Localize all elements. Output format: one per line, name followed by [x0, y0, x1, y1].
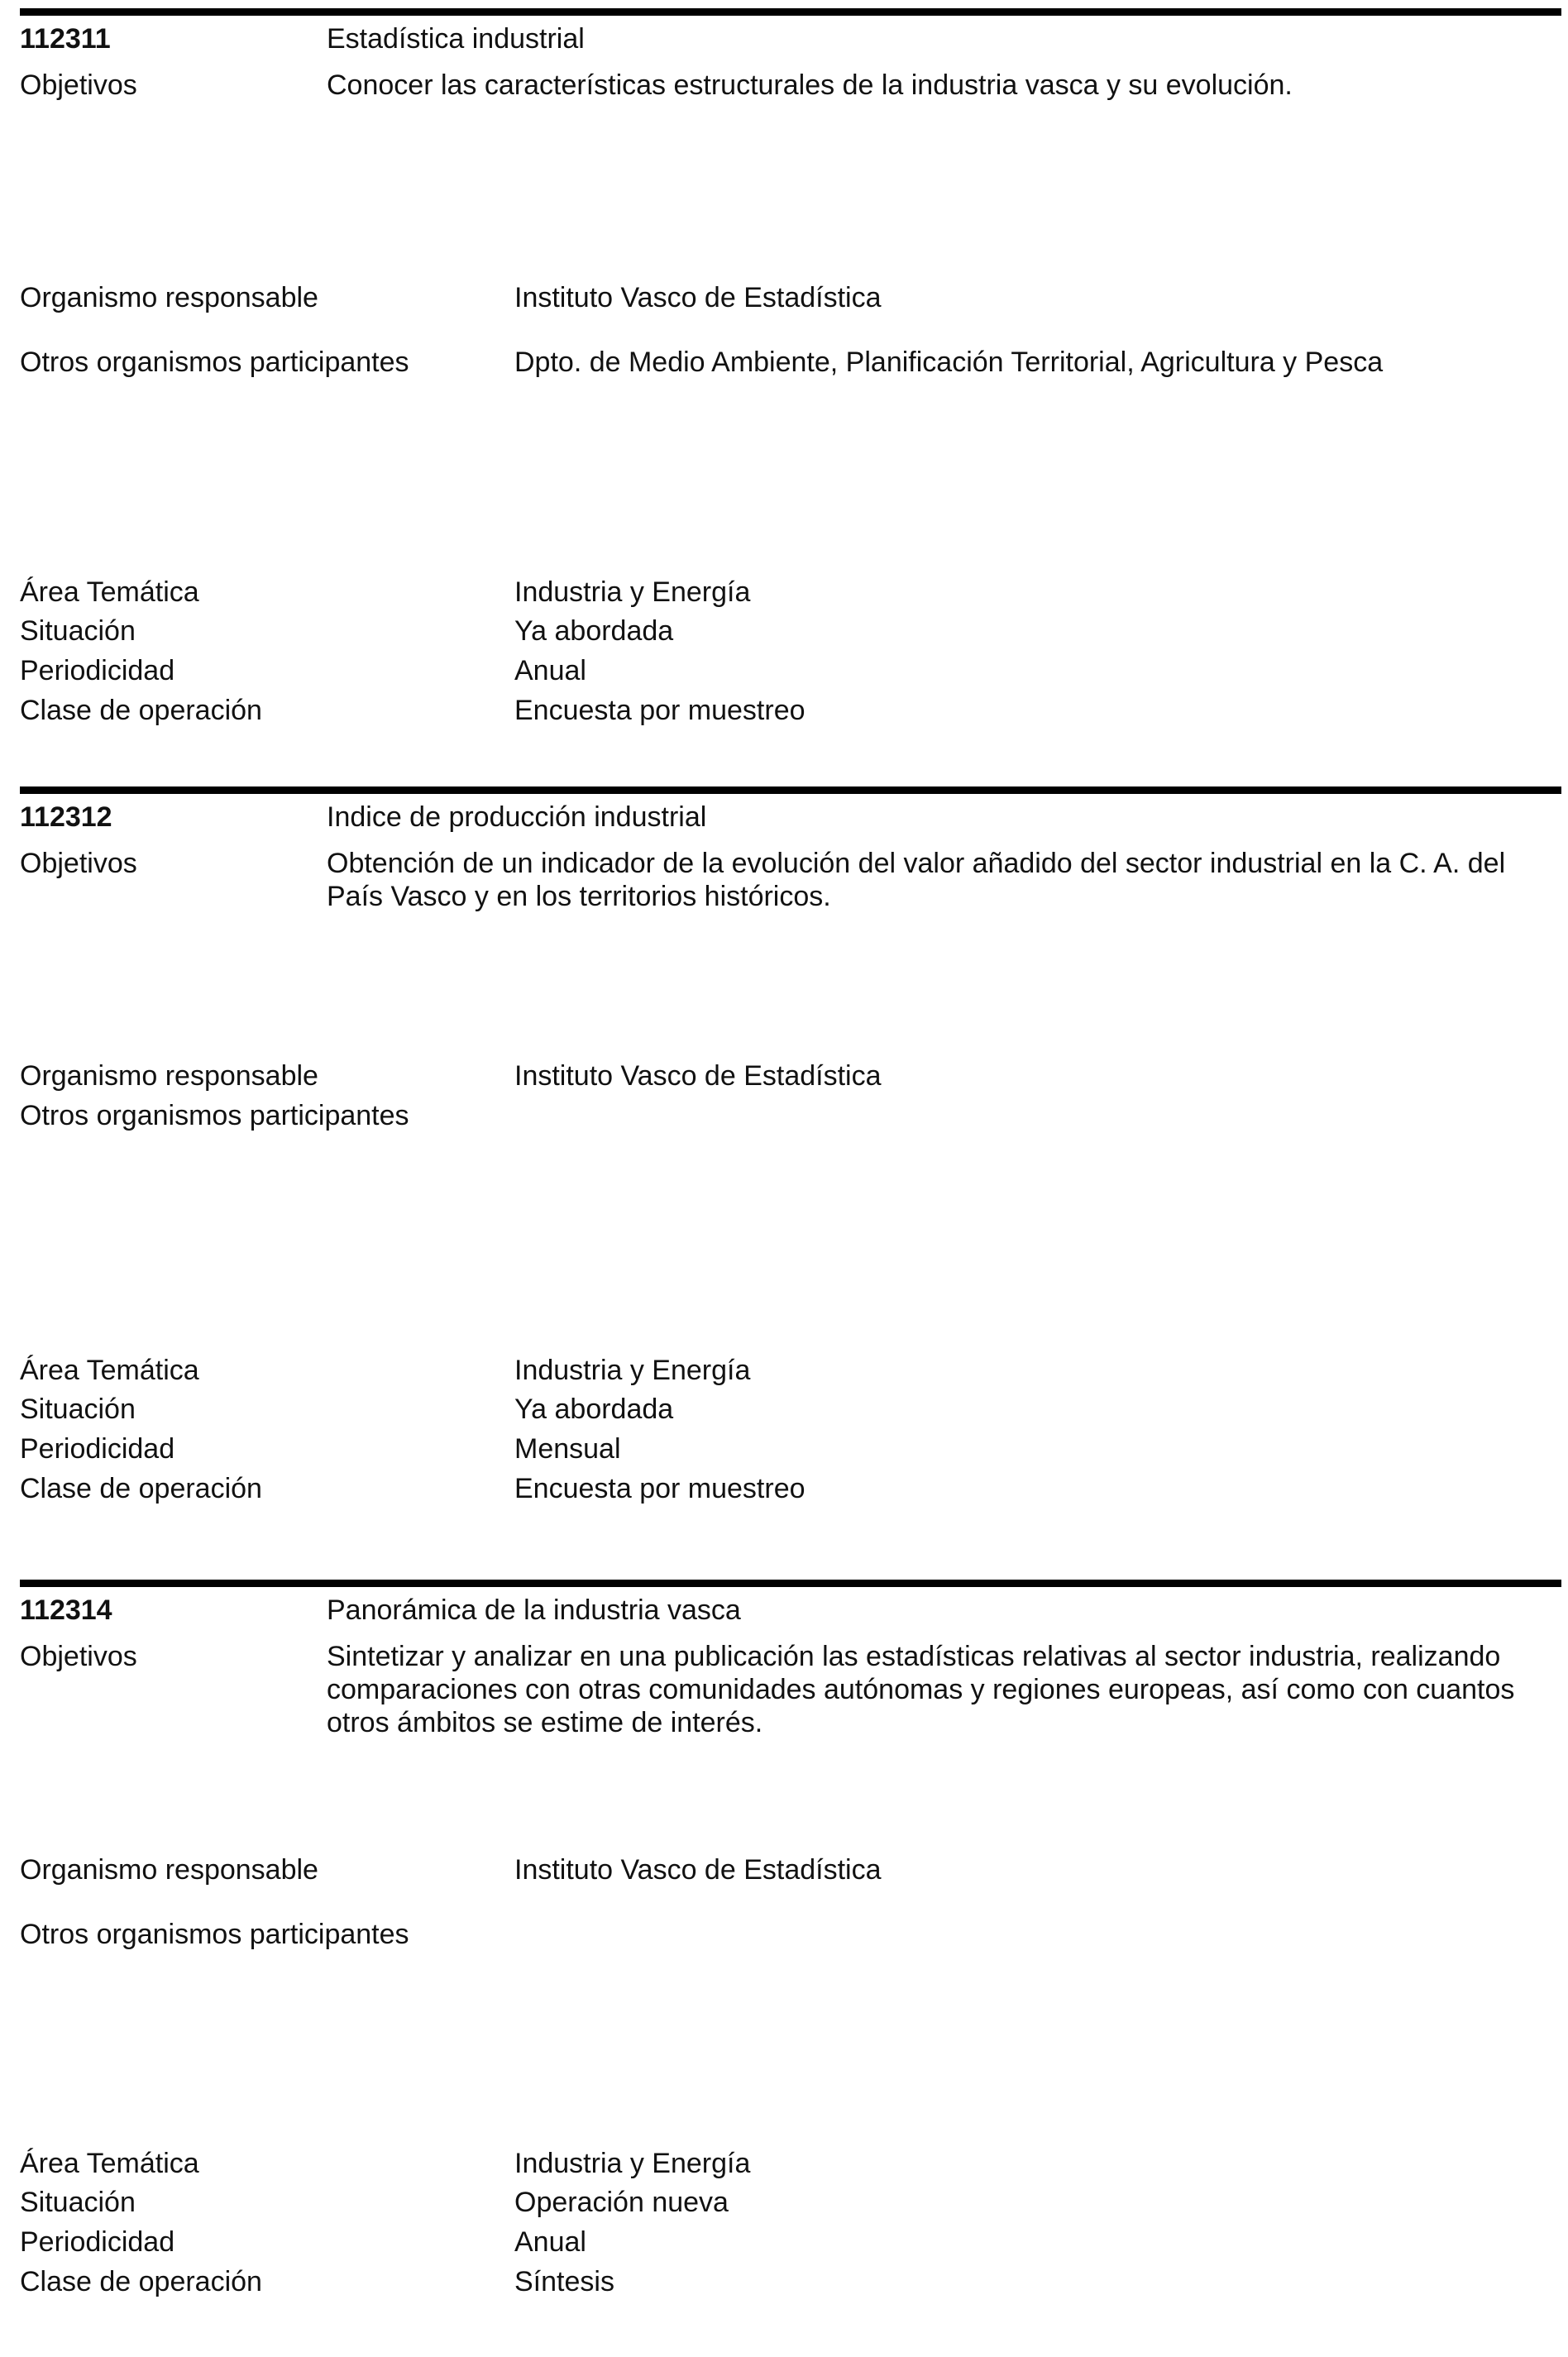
organismo-label: Organismo responsable — [20, 1060, 318, 1092]
clase-label: Clase de operación — [20, 2266, 262, 2297]
periodicidad-value: Anual — [514, 2226, 586, 2258]
clase-label: Clase de operación — [20, 1473, 262, 1504]
otros-label: Otros organismos participantes — [20, 347, 409, 378]
clase-value: Encuesta por muestreo — [514, 695, 806, 726]
entry-divider — [20, 1580, 1561, 1587]
objetivos-value: Obtención de un indicador de la evolución del valor añadido del sector industrial en la C. A. del País Vasco y en los territorios históricos. — [327, 848, 1506, 912]
situacion-value: Operación nueva — [514, 2187, 729, 2218]
entry-title: Panorámica de la industria vasca — [327, 1594, 741, 1626]
otros-label: Otros organismos participantes — [20, 1100, 409, 1131]
entry-title: Indice de producción industrial — [327, 801, 707, 833]
periodicidad-value: Anual — [514, 655, 586, 686]
organismo-label: Organismo responsable — [20, 1854, 318, 1886]
objetivos-value: Sintetizar y analizar en una publicación las estadísticas relativas al sector industria, realizando comparaciones con otras comunidades autónomas y regiones europeas, así como con cuantos otros ámbitos se estime de interés. — [327, 1641, 1515, 1738]
entry-title: Estadística industrial — [327, 23, 585, 55]
situacion-label: Situación — [20, 615, 136, 647]
organismo-value: Instituto Vasco de Estadística — [514, 1854, 882, 1886]
area-label: Área Temática — [20, 2148, 199, 2179]
entry-divider — [20, 8, 1561, 16]
clase-value: Síntesis — [514, 2266, 614, 2297]
entry-divider — [20, 786, 1561, 794]
entry-code: 112314 — [20, 1594, 112, 1626]
periodicidad-label: Periodicidad — [20, 1433, 175, 1465]
area-label: Área Temática — [20, 576, 199, 608]
area-value: Industria y Energía — [514, 1355, 751, 1386]
periodicidad-label: Periodicidad — [20, 655, 175, 686]
periodicidad-value: Mensual — [514, 1433, 621, 1465]
entry-112312 — [20, 786, 1561, 1564]
objetivos-label: Objetivos — [20, 848, 137, 879]
organismo-value: Instituto Vasco de Estadística — [514, 282, 882, 313]
situacion-value: Ya abordada — [514, 1394, 674, 1425]
organismo-label: Organismo responsable — [20, 282, 318, 313]
area-value: Industria y Energía — [514, 576, 751, 608]
entry-code: 112312 — [20, 801, 112, 833]
clase-label: Clase de operación — [20, 695, 262, 726]
entry-code: 112311 — [20, 23, 111, 55]
clase-value: Encuesta por muestreo — [514, 1473, 806, 1504]
area-value: Industria y Energía — [514, 2148, 751, 2179]
situacion-value: Ya abordada — [514, 615, 674, 647]
objetivos-label: Objetivos — [20, 69, 137, 101]
situacion-label: Situación — [20, 1394, 136, 1425]
objetivos-label: Objetivos — [20, 1641, 137, 1672]
entry-112314 — [20, 1580, 1561, 2357]
entry-112311 — [20, 8, 1561, 786]
otros-value: Dpto. de Medio Ambiente, Planificación Territorial, Agricultura y Pesca — [514, 347, 1384, 378]
periodicidad-label: Periodicidad — [20, 2226, 175, 2258]
area-label: Área Temática — [20, 1355, 199, 1386]
organismo-value: Instituto Vasco de Estadística — [514, 1060, 882, 1092]
situacion-label: Situación — [20, 2187, 136, 2218]
otros-label: Otros organismos participantes — [20, 1919, 409, 1950]
objetivos-value: Conocer las características estructurales de la industria vasca y su evolución. — [327, 69, 1293, 101]
